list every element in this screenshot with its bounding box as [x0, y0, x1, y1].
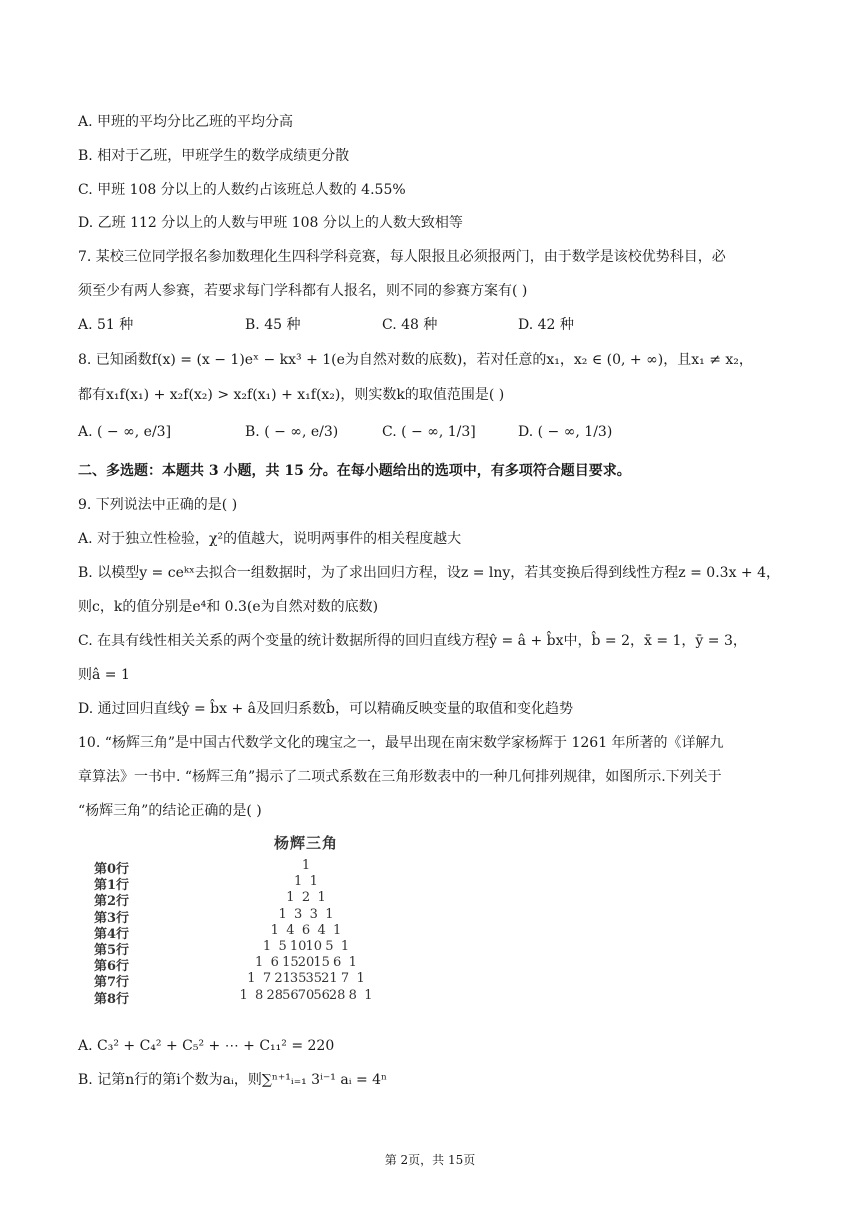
triangle-number: 56 [313, 987, 330, 1003]
q9-option-b-line2: 则c，k的值分别是e⁴和 0.3(e为自然对数的底数) [78, 599, 379, 615]
q9-option-b-line1: B. 以模型y = ceᵏˣ去拟合一组数据时，为了求出回归方程，设z = lny，若其变换后得到线性方程z = 0.3x + 4， [78, 565, 781, 581]
triangle-number: 1 [270, 922, 279, 938]
q7-option-b: B. 45 种 [245, 317, 301, 333]
triangle-number: 3 [309, 906, 318, 922]
triangle-number: 1 [309, 874, 318, 890]
triangle-row-label: 第5行 [94, 943, 130, 958]
triangle-number: 1 [255, 955, 264, 971]
triangle-number: 7 [262, 971, 272, 987]
page-footer: 第 2页，共 15页 [384, 1153, 476, 1167]
q6-option-a: A. 甲班的平均分比乙班的平均分高 [78, 114, 294, 130]
section-heading: 二、多选题：本题共 3 小题，共 15 分。在每小题给出的选项中，有多项符合题目要求。 [78, 463, 631, 479]
triangle-number: 1 [364, 987, 373, 1003]
q7-stem-line1: 7. 某校三位同学报名参加数理化生四科学科竞赛，每人限报且必须报两门，由于数学是该校优势科目，必 [78, 249, 726, 265]
triangle-number: 28 [266, 987, 284, 1003]
triangle-number: 6 [301, 922, 311, 938]
triangle-number: 4 [317, 922, 326, 938]
triangle-number: 35 [289, 971, 307, 987]
triangle-number: 1 [294, 874, 303, 890]
triangle-number: 1 [239, 987, 248, 1003]
triangle-row-label: 第2行 [94, 894, 130, 910]
triangle-number: 6 [333, 955, 342, 971]
triangle-row-label: 第1行 [94, 878, 130, 894]
triangle-number: 1 [262, 939, 272, 954]
triangle-number: 20 [297, 955, 315, 971]
triangle-number: 56 [282, 987, 299, 1003]
triangle-number: 1 [356, 971, 365, 987]
triangle-row-label: 第8行 [94, 991, 130, 1007]
yanghui-triangle-figure [94, 832, 442, 1018]
q10-stem-line2: 章算法》一书中. “杨辉三角”揭示了二项式系数在三角形数表中的一种几何排列规律，如图所示.下列关于 [78, 769, 722, 785]
q7-stem-line2: 须至少有两人参赛，若要求每门学科都有人报名，则不同的参赛方案有( ) [78, 283, 528, 299]
triangle-number: 1 [325, 906, 334, 922]
triangle-number: 5 [325, 939, 334, 954]
triangle-number: 10 [305, 939, 323, 954]
q9-option-a: A. 对于独立性检验，χ²的值越大，说明两事件的相关程度越大 [78, 531, 462, 547]
triangle-number: 8 [348, 987, 357, 1003]
q9-option-c-line2: 则â = 1 [78, 667, 130, 683]
triangle-number: 1 [278, 906, 287, 922]
q6-option-b: B. 相对于乙班，甲班学生的数学成绩更分散 [78, 148, 350, 164]
q7-option-c: C. 48 种 [382, 317, 438, 333]
triangle-title: 杨辉三角 [274, 834, 339, 852]
triangle-number: 70 [297, 987, 315, 1003]
triangle-row-label: 第7行 [94, 975, 130, 991]
triangle-row-label: 第3行 [94, 910, 130, 926]
q9-stem: 9. 下列说法中正确的是( ) [78, 497, 238, 513]
q6-option-c: C. 甲班 108 分以上的人数约占该班总人数的 4.55% [78, 182, 406, 198]
triangle-number: 15 [313, 955, 330, 971]
triangle-number: 15 [282, 955, 299, 971]
triangle-number: 1 [301, 858, 311, 873]
triangle-number: 1 [340, 939, 350, 954]
triangle-row-label: 第6行 [94, 959, 130, 975]
q9-option-c-line1: C. 在具有线性相关关系的两个变量的统计数据所得的回归直线方程ŷ = â + b̂x中，b̂ = 2，x̄ = 1，ȳ = 3， [78, 633, 747, 649]
triangle-number: 5 [278, 939, 287, 954]
triangle-number: 1 [247, 971, 256, 987]
triangle-number: 28 [328, 987, 346, 1003]
triangle-number: 6 [270, 955, 279, 971]
q7-option-d: D. 42 种 [518, 317, 574, 333]
q7-option-a: A. 51 种 [78, 317, 134, 333]
triangle-number: 1 [333, 922, 342, 938]
triangle-number: 3 [294, 906, 303, 922]
triangle-number: 21 [321, 971, 338, 987]
triangle-number: 10 [289, 939, 307, 954]
q10-option-b: B. 记第n行的第i个数为aᵢ，则∑ⁿ⁺¹ᵢ₌₁ 3ⁱ⁻¹ aᵢ = 4ⁿ [78, 1072, 388, 1088]
triangle-number: 8 [255, 987, 264, 1003]
q8-option-b: B. ( − ∞, e/3) [245, 424, 339, 440]
triangle-number: 1 [317, 890, 326, 906]
triangle-number: 1 [348, 955, 357, 971]
q10-option-a: A. C₃² + C₄² + C₅² + ⋯ + C₁₁² = 220 [78, 1038, 335, 1054]
q8-option-c: C. ( − ∞, 1/3] [382, 424, 476, 440]
triangle-number: 21 [274, 971, 291, 987]
triangle-number: 7 [340, 971, 350, 987]
q8-stem-line1: 8. 已知函数f(x) = (x − 1)eˣ − kx³ + 1(e为自然对数的底数)，若对任意的x₁，x₂ ∈ (0, + ∞)，且x₁ ≠ x₂， [78, 352, 753, 368]
q8-option-d: D. ( − ∞, 1/3) [518, 424, 613, 440]
q8-stem-line2: 都有x₁f(x₁) + x₂f(x₂) > x₂f(x₁) + x₁f(x₂)，则实数k的取值范围是( ) [78, 387, 505, 403]
triangle-number: 2 [301, 890, 311, 906]
q10-stem-line3: “杨辉三角”的结论正确的是( ) [78, 803, 262, 819]
q8-option-a: A. ( − ∞, e/3] [78, 424, 172, 440]
triangle-number: 1 [286, 890, 295, 906]
q6-option-d: D. 乙班 112 分以上的人数与甲班 108 分以上的人数大致相等 [78, 215, 463, 231]
triangle-number: 35 [305, 971, 323, 987]
triangle-number: 4 [286, 922, 295, 938]
q10-stem-line1: 10. “杨辉三角”是中国古代数学文化的瑰宝之一，最早出现在南宋数学家杨辉于 1261 年所著的《详解九 [78, 735, 724, 751]
q9-option-d: D. 通过回归直线ŷ = b̂x + â及回归系数b̂，可以精确反映变量的取值和变化趋势 [78, 701, 573, 717]
triangle-row-label: 第0行 [94, 862, 130, 877]
triangle-row-label: 第4行 [94, 926, 130, 942]
